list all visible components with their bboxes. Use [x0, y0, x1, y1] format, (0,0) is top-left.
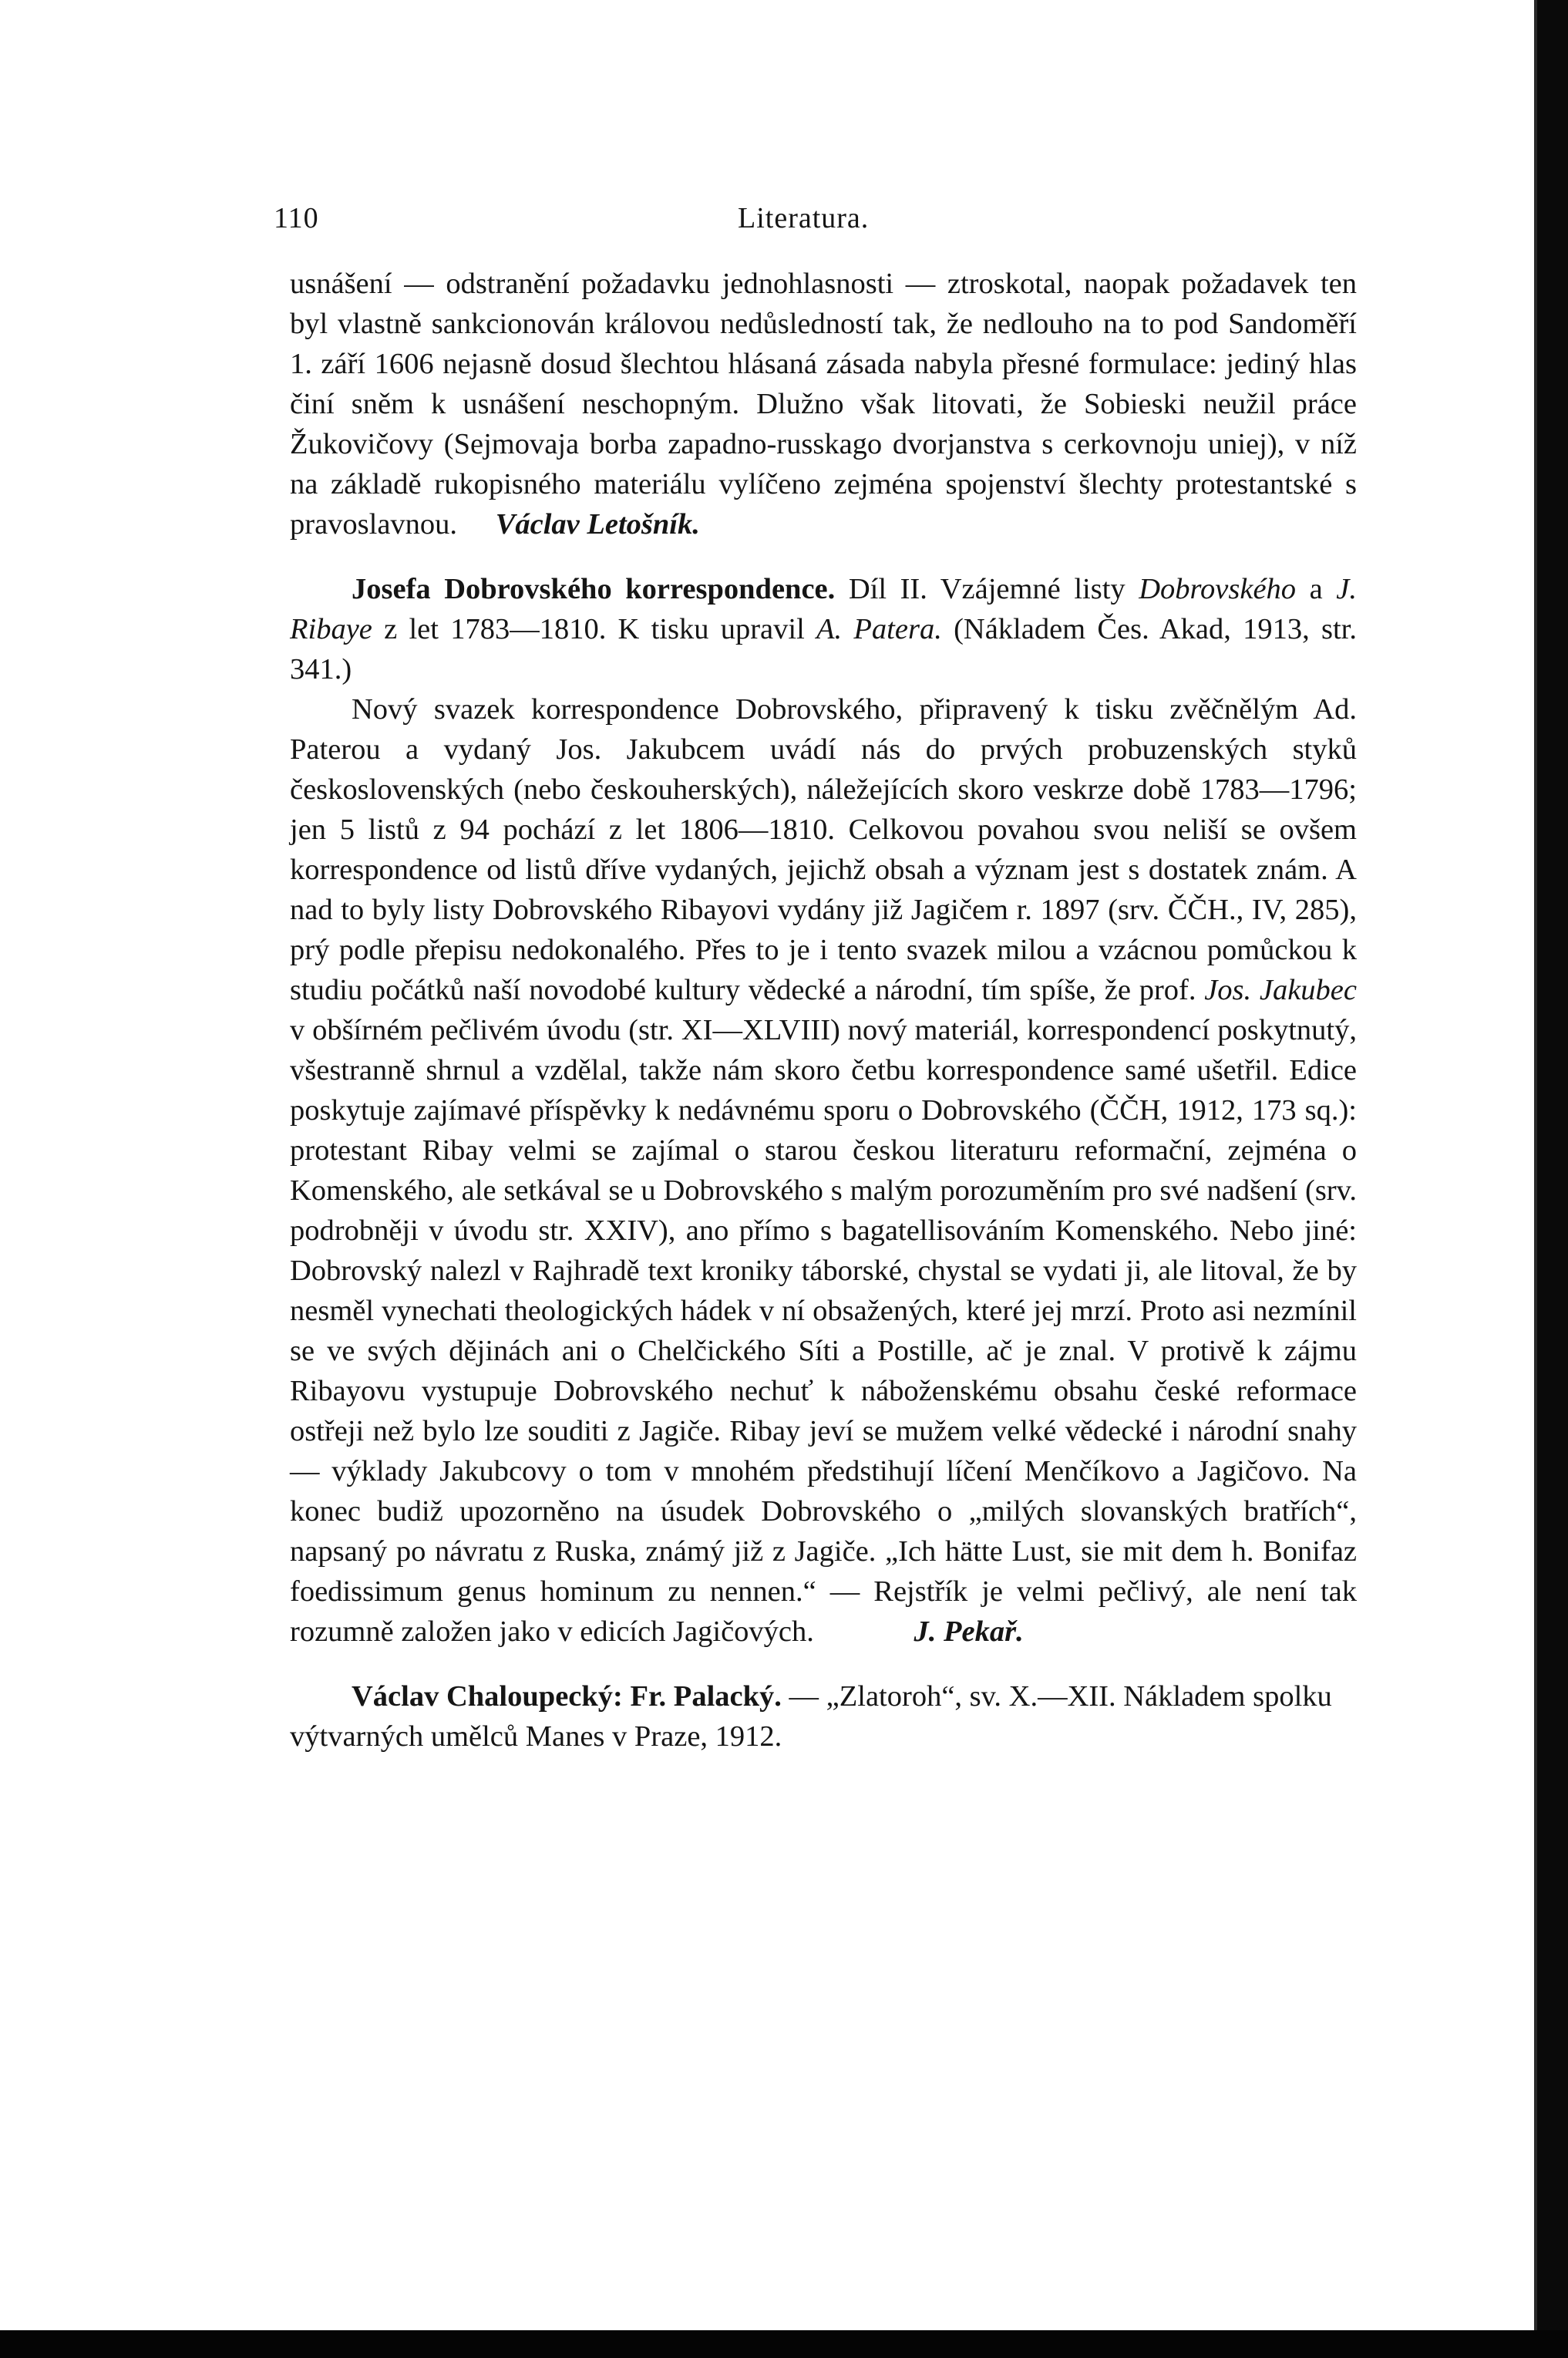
review2-heading-italic3: A. Patera.: [816, 613, 942, 645]
review2-heading: [290, 569, 1357, 689]
review2-heading-title: Josefa Dobrovského korrespondence.: [352, 573, 836, 605]
review2-heading-part4: (Nákladem Čes. Akad, 1913, str. 341.): [290, 613, 1357, 686]
review1-signature: Václav Letošník.: [495, 508, 700, 541]
review2-body: [290, 689, 1357, 1652]
scan-border-right: [1534, 0, 1568, 2358]
review3-heading: [290, 1676, 1357, 1757]
review2-body-part1: Nový svazek korrespondence Dobrovského, připravený k tisku zvěčnělým Ad. Paterou a vydaný Jos. Jakubcem uvádí nás do prvých probuzenských styků československých (nebo českouherských), náležejících skoro veskrze době 1783—1796; jen 5 listů z 94 pochází z let 1806—1810. Celkovou povahou svou neliší se ovšem korrespondence od listů dříve vydaných, jejichž obsah a význam jest s dostatek znám. A nad to byly listy Dobrovského Ribayovi vydány již Jagičem r. 1897 (srv. ČČH., IV, 285), prý podle přepisu nedokonalého. Přes to je i tento svazek milou a vzácnou pomůckou k studiu počátků naší novodobé kultury vědecké a národní, tím spíše, že prof.: [290, 693, 1357, 1006]
page-edge-shadow: [1534, 0, 1537, 2330]
page-body: [290, 264, 1357, 1757]
review2-heading-part3: z let 1783—1810. K tisku upravil: [372, 613, 817, 645]
review2-body-italic: Jos. Jakubec: [1204, 974, 1357, 1006]
page-header: [274, 199, 1368, 237]
review2-heading-italic2: J. Ribaye: [290, 573, 1357, 645]
running-title: Literatura.: [738, 202, 870, 234]
review2-heading-part1: Díl II. Vzájemné listy: [835, 573, 1139, 605]
review2-heading-italic1: Dobrovského: [1139, 573, 1297, 605]
review2-body-part2: v obšírném pečlivém úvodu (str. XI—XLVIII) nový materiál, korrespondencí poskytnutý, všestranně shrnul a vzdělal, takže nám skoro četbu korrespondence samé ušetřil. Edice poskytuje zajímavé příspěvky k nedávnému sporu o Dobrovského (ČČH, 1912, 173 sq.): protestant Ribay velmi se zajímal o starou českou literaturu reformační, zejména o Komenského, ale setkával se u Dobrovského s malým porozuměním pro své nadšení (srv. podrobněji v úvodu str. XXIV), ano přímo s bagatellisováním Komenského. Nebo jiné: Dobrovský nalezl v Rajhradě text kroniky táborské, chystal se vydati ji, ale litoval, že by nesměl vynechati theologických hádek v ní obsažených, které jej mrzí. Proto asi nezmínil se ve svých dějinách ani o Chelčického Síti a Postille, ač je znal. V protivě k zájmu Ribayovu vystupuje Dobrovského nechuť k náboženskému obsahu české reformace ostřeji než bylo lze souditi z Jagiče. Ribay jeví se mužem velké vědecké i národní snahy — výklady Jakubcovy o tom v mnohém předstihují líčení Menčíkovo a Jagičovo. Na konec budiž upozorněno na úsudek Dobrovského o „milých slovanských bratřích“, napsaný po návratu z Ruska, známý již z Jagiče. „Ich hätte Lust, sie mit dem h. Bonifaz foedissimum genus hominum zu nennen.“ — Rejstřík je velmi pečlivý, ale není tak rozumně založen jako v edicích Jagičových.: [290, 1014, 1357, 1648]
review3-heading-rest: — „Zlatoroh“, sv. X.—XII. Nákladem spolku výtvarných umělců Manes v Praze, 1912.: [290, 1680, 1332, 1753]
paragraph-gap: [290, 544, 1357, 569]
scan-border-bottom: [0, 2330, 1568, 2358]
review3-heading-title: Václav Chaloupecký: Fr. Palacký.: [352, 1680, 782, 1713]
review2-signature: J. Pekař.: [914, 1615, 1024, 1648]
review-continuation: [290, 264, 1357, 544]
review1-text: usnášení — odstranění požadavku jednohlasnosti — ztroskotal, naopak požadavek ten byl vlastně sankcionován královou nedůsledností tak, že nedlouho na to pod Sandoměří 1. září 1606 nejasně dosud šlechtou hlásaná zásada nabyla přesné formulace: jediný hlas činí sněm k usnášení neschopným. Dlužno však litovati, že Sobieski neužil práce Žukovičovy (Sejmovaja borba zapadno-russkago dvorjanstva s cerkovnoju uniej), v níž na základě rukopisného materiálu vylíčeno zejména spojenství šlechty protestantské s pravoslavnou.: [290, 268, 1357, 541]
review2-heading-part2: a: [1296, 573, 1337, 605]
paragraph-gap: [290, 1652, 1357, 1676]
page-number: 110: [274, 202, 319, 234]
